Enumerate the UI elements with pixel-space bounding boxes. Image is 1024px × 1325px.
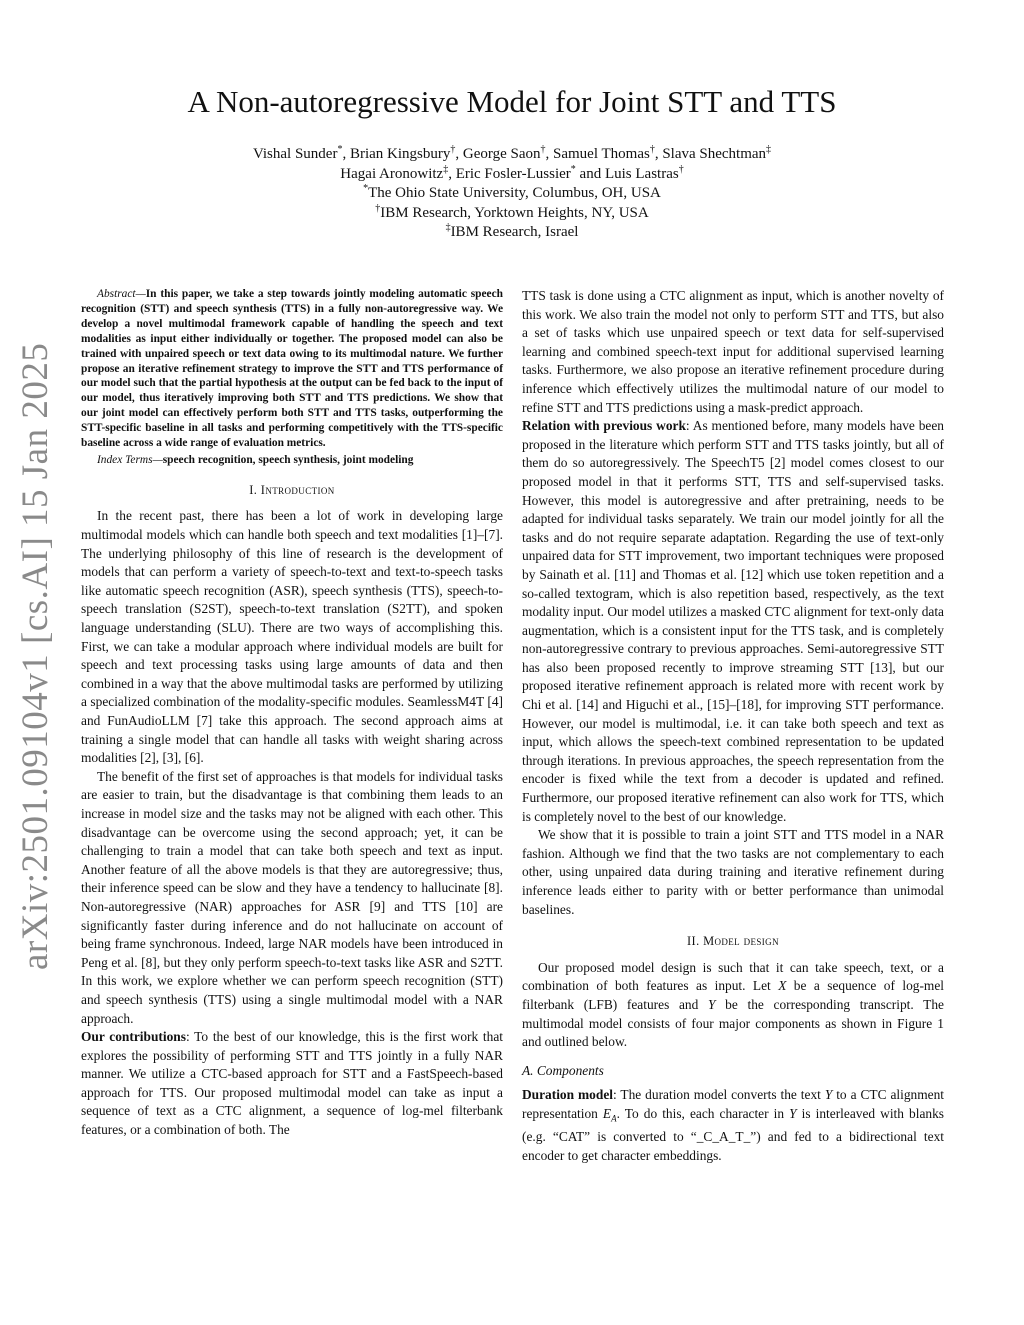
text-run: be the corresponding transcript. The multimodal model consists of four major components as shown in Figure 1 and outlined below. xyxy=(522,996,944,1050)
author-name: Luis Lastras xyxy=(604,165,679,182)
text-run: is interleaved with blanks (e.g. “CAT” is converted to “_C_A_T_”) and fed to a bidirectional text encoder to get character embeddings. xyxy=(522,1105,944,1163)
paragraph: TTS task is done using a CTC alignment as input, which is another novelty of this work. We also train the model not only to perform STT and TTS, but also a set of tasks which use unpaired speech or text data for self-supervised learning and combined speech-text input for additional supervised learning tasks. Furthermore, we also propose an iterative refinement procedure during inference which effectively utilizes the multimodal nature of our model to refine STT and TTS predictions using a mask-predict approach. xyxy=(522,288,944,415)
paragraph: The benefit of the first set of approaches is that models for individual tasks are easier to train, but the disadvantage is that combining them leads to an increase in model size and the tasks may not be aligned with each other. This disadvantage can be overcome using the second approach; yet, it can be challenging to train a model that can take both speech and text as input. Another feature of all the above models is that they are autoregressive; thus, their inference speed can be slow and they have a tendency to hallucinate [8]. Non-autoregressive (NAR) approaches for ASR [9] and TTS [10] are significantly faster during inference and do not hallucinate on account of being frame synchronous. Indeed, large NAR models have been introduced in Peng et al. [8], but they only perform speech-to-text tasks like ASR and S2TT. In this work, we explore whether we can perform speech recognition (STT) and speech synthesis (TTS) using a single multimodal model with a NAR approach. xyxy=(81,768,503,1026)
affiliation xyxy=(0,204,1024,224)
index-terms-label: Index Terms— xyxy=(97,453,163,466)
math-var: Y xyxy=(789,1105,797,1121)
abstract-text: In this paper, we take a step towards jointly modeling automatic speech recognition (STT) and speech synthesis (TTS) in a fully non-autoregressive way. We develop a novel multimodal framework capable of handling the speech and text modalities as input either individually or together. The proposed model can also be trained with unpaired speech or text data owing to its multimodal nature. We further propose an iterative refinement strategy to improve the STT and TTS performance of our model such that the partial hypothesis at the output can be fed back to the input of our model, thus iteratively improving both STT and TTS predictions. We show that our joint model can effectively perform both STT and TTS tasks, outperforming the STT-specific baseline in all tasks and performing competitively with the TTS-specific baseline across a wide range of evaluation metrics. xyxy=(81,288,503,450)
affiliation-mark: ‡ xyxy=(766,144,772,155)
abstract-label: Abstract— xyxy=(97,288,146,300)
author-block xyxy=(0,145,1024,243)
paragraph-text: : To the best of our knowledge, this is the first work that explores the possibility of performing STT and TTS jointly in a fully NAR manner. We utilize a CTC-based approach for STT and a FastSpeech-based approach for TTS. Our proposed multimodal model can take as input a sequence of text as a CTC alignment, a sequence of log-mel filterbank features, or a combination of both. The xyxy=(81,1029,503,1138)
paragraph-lead-label: Relation with previous work xyxy=(522,418,686,434)
paragraph: In the recent past, there has been a lot of work in developing large multimodal models which can handle both speech and text modalities [1]–[7]. The underlying philosophy of this line of research is the development of models that can perform a variety of speech-to-text and text-to-speech tasks like automatic speech recognition (ASR), speech synthesis (TTS), speech-to-speech translation (S2ST), speech-to-text translation (S2TT), and spoken language understanding (SLU). There are two ways of accomplishing this. First, we can take a modular approach where individual models are built for speech and text processing tasks using large amounts of data and then combined in a way that the above multimodal tasks are performed by utilizing a specialized combination of the modality-specific modules. SeamlessM4T [4] and FunAudioLLM [7] take this approach. The second approach aims at training a single model that can handle all tasks with weight sharing across modalities [2], [3], [6]. xyxy=(81,508,503,766)
affiliation-mark: † xyxy=(450,144,456,155)
text-run: Our proposed model design is such that it can take speech, text, or a combination of both features as input. Let xyxy=(522,959,944,994)
paragraph xyxy=(522,959,944,1052)
abstract xyxy=(81,287,503,451)
author-name: Vishal Sunder xyxy=(252,146,338,162)
author-conjunction: and xyxy=(579,165,602,182)
affiliation-mark: † xyxy=(375,202,381,214)
section-heading-introduction: I. Introduction xyxy=(249,482,335,497)
affiliation-mark: * xyxy=(363,183,369,194)
math-var: Y xyxy=(708,996,716,1012)
text-run: : The duration model converts the text xyxy=(613,1087,825,1103)
affiliation-mark: † xyxy=(678,163,684,175)
math-var-base: E xyxy=(602,1105,612,1121)
affiliation-mark: * xyxy=(570,163,576,175)
author-line-2: Hagai Aronowitz‡, Eric Fosler-Lussier* and Luis Lastras† xyxy=(340,163,684,182)
text-run: to a CTC alignment representation xyxy=(522,1087,944,1121)
affiliation xyxy=(0,184,1024,204)
author-name: Eric Fosler-Lussier xyxy=(455,165,571,182)
subsection-heading: A. Components xyxy=(522,1062,604,1078)
index-terms xyxy=(81,453,503,468)
author-name: Brian Kingsbury xyxy=(349,146,451,162)
math-var xyxy=(602,1105,617,1124)
right-column xyxy=(522,287,944,1165)
index-terms-text: speech recognition, speech synthesis, joint modeling xyxy=(162,453,414,466)
affiliation-text: IBM Research, Yorktown Heights, NY, USA xyxy=(380,204,649,221)
paper-title: A Non-autoregressive Model for Joint STT and TTS xyxy=(187,84,837,119)
paragraph-lead-label: Duration model xyxy=(522,1087,613,1103)
paragraph-lead-label: Our contributions xyxy=(81,1029,186,1045)
paragraph-text: : As mentioned before, many models have been proposed in the literature which perform STT and TTS tasks jointly, but all of them do so autoregressively. The SpeechT5 [2] model comes closest to our proposed model in that it performs STT, TTS and self-supervised tasks. However, this model is autoregressive and after pretraining, needs to be adapted for individual tasks separately. We train our model jointly for all the tasks and do not require separate adaptation. Regarding the use of text-only unpaired data for STT improvement, two important techniques were proposed by Sainath et al. [11] and Thomas et al. [12] which use token repetition and a so-called textogram, which is also repetition based, respectively, as the text modality input. Our model utilizes a masked CTC alignment for text-only data augmentation, which is a consistent input for the TTS task, and is completely non-autoregressive contrary to previous approaches. Semi-autoregressive STT has also been proposed recently to improve streaming STT [13], but our proposed iterative refinement approach is related more with recent work by Chi et al. [14] and Higuchi et al., [15]–[18], for improving STT performance. However, our model is multimodal, i.e. it can take both speech and text as input, which allows the speech-text combined representation to be updated through iterations. In previous approaches, the speech representation from the encoder is fixed while the text from a decoder is updated and refined. Furthermore, our proposed iterative refinement can also work for TTS, which is completely novel to the best of our knowledge. xyxy=(522,418,945,824)
affiliation-mark: ‡ xyxy=(443,163,449,175)
math-var: Y xyxy=(824,1087,833,1103)
arxiv-identifier: arXiv:2501.09104v1 [cs.AI] 15 Jan 2025 xyxy=(15,342,56,970)
paragraph-contributions xyxy=(81,1028,503,1140)
affiliation-mark: * xyxy=(337,144,343,155)
text-run: be a sequence of log-mel filterbank (LFB) features and xyxy=(522,978,944,1012)
affiliation-text: IBM Research, Israel xyxy=(450,224,579,240)
section-heading-model-design: II. Model design xyxy=(687,934,779,949)
author-name: Slava Shechtman xyxy=(662,146,767,162)
paragraph: We show that it is possible to train a joint STT and TTS model in a NAR fashion. Although we find that the two tasks are not complementary to each other, using unpaired data during training and iterative refinement during inference leads either to parity with or better performance than unimodal baselines. xyxy=(522,827,944,917)
paragraph-duration-model xyxy=(522,1086,944,1165)
author-name: Samuel Thomas xyxy=(553,146,650,162)
affiliation-mark: † xyxy=(649,144,655,155)
paragraph-relation xyxy=(522,417,944,826)
author-name: George Saon xyxy=(462,146,541,162)
math-var: X xyxy=(778,978,787,994)
affiliation-mark: ‡ xyxy=(445,222,451,233)
author-line-1: Vishal Sunder*, Brian Kingsbury†, George Saon†, Samuel Thomas†, Slava Shechtman‡ xyxy=(252,144,772,162)
affiliation xyxy=(0,223,1024,243)
affiliation-mark: † xyxy=(540,144,546,155)
text-run: . To do this, each character in xyxy=(616,1105,790,1121)
left-column xyxy=(81,287,503,1140)
affiliation-text: The Ohio State University, Columbus, OH, USA xyxy=(368,185,661,201)
math-var-subscript: A xyxy=(611,1113,617,1124)
author-name: Hagai Aronowitz xyxy=(340,165,444,182)
